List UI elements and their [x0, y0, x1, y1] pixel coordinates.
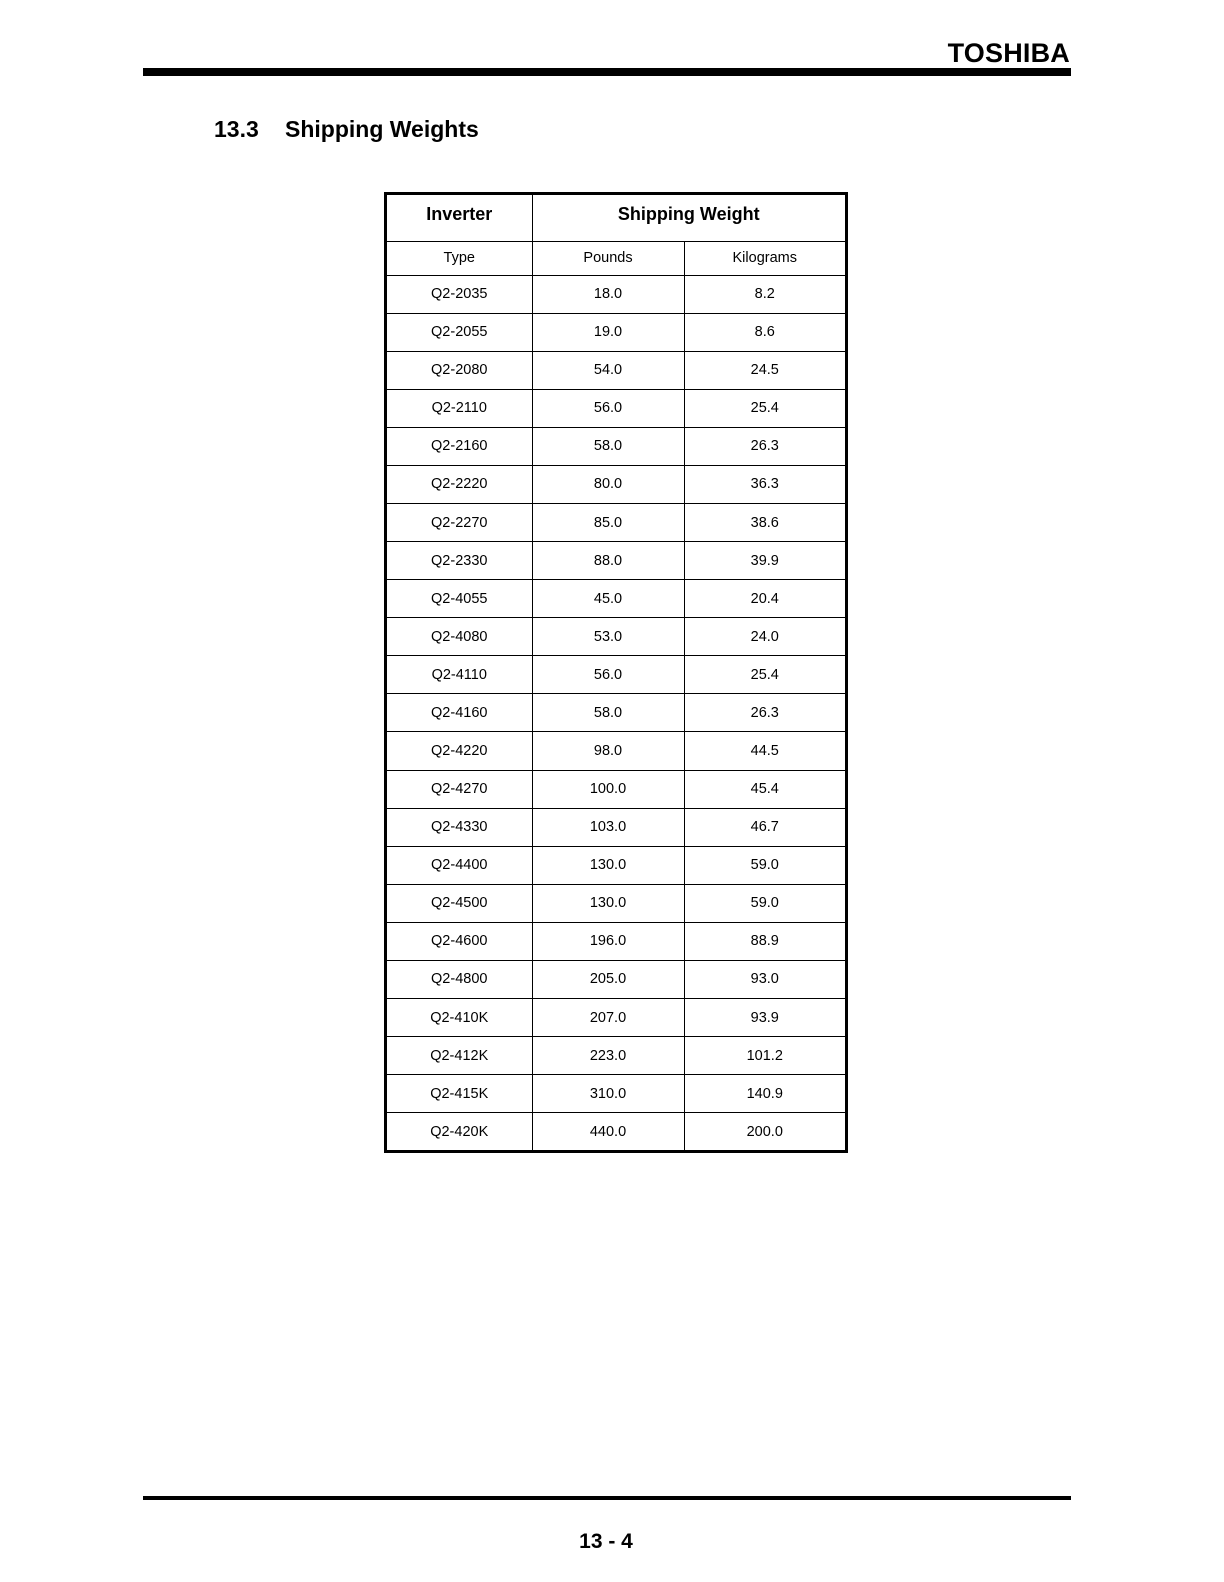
pounds-cell: 98.0 — [532, 732, 684, 770]
kilograms-cell: 26.3 — [684, 427, 845, 465]
kilograms-cell: 45.4 — [684, 770, 845, 808]
pounds-cell: 56.0 — [532, 389, 684, 427]
pounds-cell: 103.0 — [532, 808, 684, 846]
pounds-cell: 19.0 — [532, 313, 684, 351]
pounds-cell: 18.0 — [532, 275, 684, 313]
kilograms-cell: 38.6 — [684, 503, 845, 541]
pounds-cell: 88.0 — [532, 542, 684, 580]
type-cell: Q2-2035 — [387, 275, 532, 313]
type-cell: Q2-420K — [387, 1113, 532, 1150]
kilograms-cell: 24.0 — [684, 618, 845, 656]
type-cell: Q2-4220 — [387, 732, 532, 770]
section-number: 13.3 — [214, 116, 259, 142]
pounds-cell: 56.0 — [532, 656, 684, 694]
pounds-cell: 58.0 — [532, 694, 684, 732]
type-cell: Q2-4110 — [387, 656, 532, 694]
kilograms-cell: 59.0 — [684, 846, 845, 884]
inverter-header: Inverter — [387, 195, 532, 241]
pounds-cell: 54.0 — [532, 351, 684, 389]
kilograms-cell: 24.5 — [684, 351, 845, 389]
table-group-header-row — [387, 195, 845, 241]
footer-rule — [143, 1496, 1071, 1500]
pounds-cell: 58.0 — [532, 427, 684, 465]
type-cell: Q2-2220 — [387, 465, 532, 503]
kilograms-cell: 8.2 — [684, 275, 845, 313]
pounds-cell: 310.0 — [532, 1075, 684, 1113]
type-cell: Q2-4055 — [387, 580, 532, 618]
type-cell: Q2-4800 — [387, 960, 532, 998]
pounds-cell: 100.0 — [532, 770, 684, 808]
kilograms-cell: 25.4 — [684, 389, 845, 427]
shipping-weights-table — [387, 195, 845, 1150]
table-row — [387, 580, 845, 618]
kilograms-cell: 200.0 — [684, 1113, 845, 1150]
type-cell: Q2-4080 — [387, 618, 532, 656]
type-cell: Q2-2055 — [387, 313, 532, 351]
type-cell: Q2-4270 — [387, 770, 532, 808]
type-cell: Q2-415K — [387, 1075, 532, 1113]
table-row — [387, 998, 845, 1036]
kilograms-cell: 93.9 — [684, 998, 845, 1036]
table-row — [387, 313, 845, 351]
header-rule — [143, 68, 1071, 76]
section-heading — [214, 116, 479, 143]
kilograms-column-header: Kilograms — [684, 241, 845, 275]
table-row — [387, 884, 845, 922]
kilograms-cell: 36.3 — [684, 465, 845, 503]
type-cell: Q2-2330 — [387, 542, 532, 580]
kilograms-cell: 140.9 — [684, 1075, 845, 1113]
type-cell: Q2-412K — [387, 1037, 532, 1075]
kilograms-cell: 101.2 — [684, 1037, 845, 1075]
pounds-cell: 440.0 — [532, 1113, 684, 1150]
section-title: Shipping Weights — [285, 116, 479, 142]
pounds-cell: 85.0 — [532, 503, 684, 541]
table-row — [387, 656, 845, 694]
table-row — [387, 618, 845, 656]
pounds-cell: 223.0 — [532, 1037, 684, 1075]
table-row — [387, 275, 845, 313]
type-cell: Q2-2080 — [387, 351, 532, 389]
table-row — [387, 808, 845, 846]
table-row — [387, 846, 845, 884]
table-row — [387, 1075, 845, 1113]
table-body — [387, 275, 845, 1150]
table-row — [387, 960, 845, 998]
table-row — [387, 465, 845, 503]
pounds-cell: 207.0 — [532, 998, 684, 1036]
type-cell: Q2-4600 — [387, 922, 532, 960]
pounds-cell: 205.0 — [532, 960, 684, 998]
type-cell: Q2-2270 — [387, 503, 532, 541]
type-cell: Q2-410K — [387, 998, 532, 1036]
pounds-cell: 53.0 — [532, 618, 684, 656]
table-column-header-row — [387, 241, 845, 275]
table-row — [387, 1037, 845, 1075]
table-row — [387, 503, 845, 541]
table-row — [387, 694, 845, 732]
type-cell: Q2-4330 — [387, 808, 532, 846]
kilograms-cell: 88.9 — [684, 922, 845, 960]
brand-logo-text: TOSHIBA — [947, 38, 1070, 68]
type-cell: Q2-2110 — [387, 389, 532, 427]
pounds-cell: 80.0 — [532, 465, 684, 503]
kilograms-cell: 39.9 — [684, 542, 845, 580]
kilograms-cell: 20.4 — [684, 580, 845, 618]
kilograms-cell: 59.0 — [684, 884, 845, 922]
pounds-cell: 196.0 — [532, 922, 684, 960]
kilograms-cell: 93.0 — [684, 960, 845, 998]
type-column-header: Type — [387, 241, 532, 275]
table-row — [387, 389, 845, 427]
pounds-cell: 130.0 — [532, 884, 684, 922]
pounds-column-header: Pounds — [532, 241, 684, 275]
type-cell: Q2-4500 — [387, 884, 532, 922]
page-number: 13 - 4 — [579, 1530, 633, 1553]
type-cell: Q2-4160 — [387, 694, 532, 732]
table-row — [387, 922, 845, 960]
shipping-weights-table-frame — [384, 192, 848, 1153]
kilograms-cell: 26.3 — [684, 694, 845, 732]
table-row — [387, 427, 845, 465]
pounds-cell: 130.0 — [532, 846, 684, 884]
table-row — [387, 732, 845, 770]
table-row — [387, 770, 845, 808]
kilograms-cell: 44.5 — [684, 732, 845, 770]
kilograms-cell: 25.4 — [684, 656, 845, 694]
kilograms-cell: 8.6 — [684, 313, 845, 351]
pounds-cell: 45.0 — [532, 580, 684, 618]
type-cell: Q2-2160 — [387, 427, 532, 465]
table-row — [387, 1113, 845, 1150]
type-cell: Q2-4400 — [387, 846, 532, 884]
table-row — [387, 351, 845, 389]
table-row — [387, 542, 845, 580]
shipping-weight-header: Shipping Weight — [532, 195, 845, 241]
kilograms-cell: 46.7 — [684, 808, 845, 846]
